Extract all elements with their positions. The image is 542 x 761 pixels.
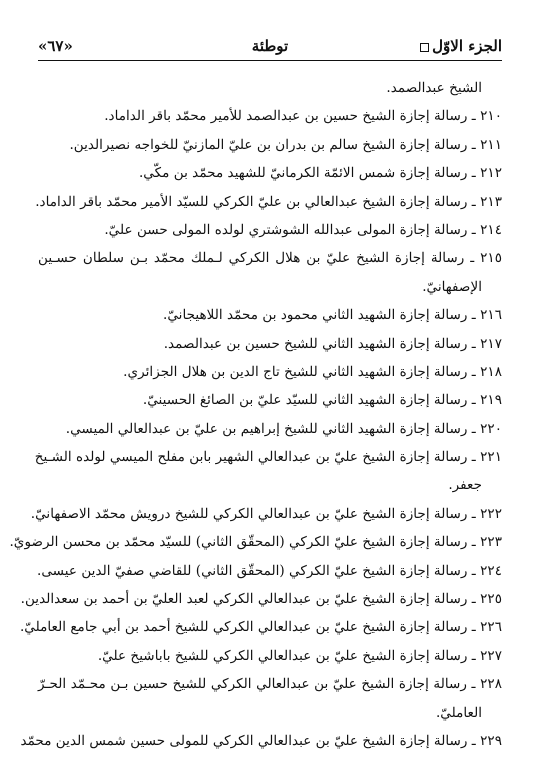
text-line: ٢٢٤ ـ رسالة إجازة الشيخ عليّ الكركي (المحقّق الثاني) للقاضي صفيّ الدين عيسى. xyxy=(37,562,502,579)
square-ornament-icon xyxy=(420,43,429,52)
text-line: جعفر. xyxy=(448,477,482,494)
running-head-volume: الجزء الاوّل xyxy=(417,37,502,55)
page-header xyxy=(38,34,502,60)
text-line: ٢١٠ ـ رسالة إجازة الشيخ حسين بن عبدالصمد للأمير محمّد باقر الداماد. xyxy=(104,108,502,125)
text-line: ٢٢٦ ـ رسالة إجازة الشيخ عليّ بن عبدالعالي الكركي للشيخ أحمد بن أبي جامع العامليّ. xyxy=(19,619,502,636)
text-line: ٢٢٩ ـ رسالة إجازة الشيخ عليّ بن عبدالعالي الكركي للمولى حسين شمس الدين محمّد xyxy=(20,732,502,749)
text-line: ٢١٥ ـ رسالة إجازة الشيخ عليّ بن هلال الكركي لـملك محمّد بـن سلطان حسـين xyxy=(38,250,502,267)
text-line: ٢١٧ ـ رسالة إجازة الشهيد الثاني للشيخ حسين بن عبدالصمد. xyxy=(163,335,502,352)
text-line: ٢١٢ ـ رسالة إجازة شمس الائمّة الكرمانيّ للشهيد محمّد بن مكّي. xyxy=(138,165,502,182)
text-line: ٢٢٥ ـ رسالة إجازة الشيخ عليّ بن عبدالعالي الكركي لعبد العليّ بن أحمد بن سعدالدين. xyxy=(20,591,502,608)
text-line: ٢٢٧ ـ رسالة إجازة الشيخ عليّ بن عبدالعالي الكركي للشيخ باباشيخ عليّ. xyxy=(97,647,502,664)
header-rule xyxy=(38,60,502,61)
text-line: ٢١٣ ـ رسالة إجازة الشيخ عبدالعالي بن عليّ الكركي للسيّد الأمير محمّد باقر الداماد. xyxy=(35,193,502,210)
text-line: ٢٢٢ ـ رسالة إجازة الشيخ عليّ بن عبدالعالي الكركي للشيخ درويش محمّد الاصفهانيّ. xyxy=(30,505,502,522)
text-line: ٢١٩ ـ رسالة إجازة الشهيد الثاني للسيّد عليّ بن الصائغ الحسينيّ. xyxy=(142,392,502,409)
text-line: ٢٢٠ ـ رسالة إجازة الشهيد الثاني للشيخ إبراهيم بن عليّ بن عبدالعالي الميسي. xyxy=(65,420,502,437)
text-line: ٢٢٨ ـ رسالة إجازة الشيخ عليّ بن عبدالعالي الكركي للشيخ حسين بـن محـمّد الحـرّ xyxy=(38,676,502,693)
running-head-title: توطئة xyxy=(251,37,289,55)
text-line: ٢٢١ ـ رسالة إجازة الشيخ عليّ بن عبدالعالي الشهير بابن مفلح الميسي لولده الشـيخ xyxy=(34,449,502,466)
text-line: ٢١٦ ـ رسالة إجازة الشهيد الثاني محمود بن محمّد اللاهيجانيّ. xyxy=(163,307,502,324)
text-line: ٢١٨ ـ رسالة إجازة الشهيد الثاني للشيخ تاج الدين بن هلال الجزائري. xyxy=(123,363,502,380)
text-line: ٢١١ ـ رسالة إجازة الشيخ سالم بن بدران بن عليّ المازنيّ للخواجه نصيرالدين. xyxy=(69,136,502,153)
page-number: «٦٧» xyxy=(38,37,73,55)
text-line: العامليّ. xyxy=(435,704,482,721)
text-line: ٢٢٣ ـ رسالة إجازة الشيخ عليّ الكركي (المحقّق الثاني) للسيّد محمّد بن محسن الرضويّ. xyxy=(9,534,502,551)
document-body xyxy=(9,74,502,755)
text-line: الإصفهانيّ. xyxy=(422,278,482,295)
text-line: ٢١٤ ـ رسالة إجازة المولى عبدالله الشوشتري لولده المولى حسن عليّ. xyxy=(104,221,502,238)
text-line: الشيخ عبدالصمد. xyxy=(386,80,482,96)
